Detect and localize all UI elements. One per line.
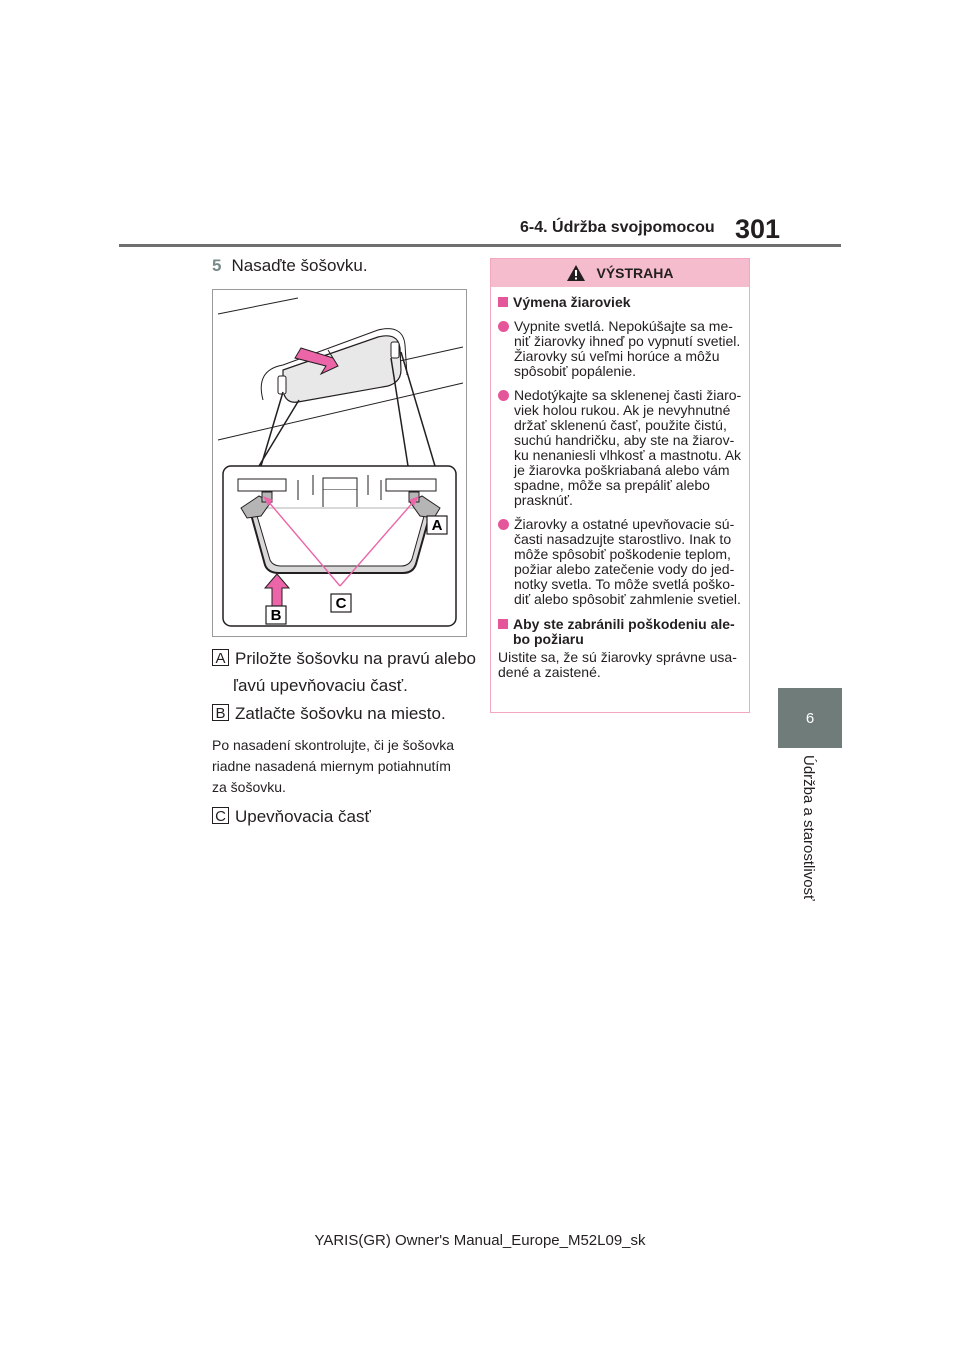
step-number: 5 [212,256,222,275]
legend-item-b [212,700,446,727]
legend-text: Zatlačte šošovku na miesto. [235,704,446,723]
warning-header [491,259,749,287]
legend-text: Upevňovacia časť [235,807,371,826]
round-bullet-icon [498,390,509,401]
chapter-title: Údržba a starostlivosť [800,755,817,901]
warning-triangle-icon [566,264,586,282]
lens-cover [278,336,401,402]
header-rule [119,244,841,247]
legend-tag-b: B [212,704,229,721]
callout-c [331,594,351,612]
svg-text:B: B [270,607,282,624]
warning-box [490,258,750,713]
chapter-tab[interactable] [778,688,842,748]
section-title: 6-4. Údržba svojpomocou [520,219,715,236]
legend-tag-a: A [212,649,229,666]
warning-body [491,287,749,680]
warning-bullet: Vypnite svetlá. Nepokúšajte sa me-niť žiarovky ihneď po vypnutí svetiel. Žiarovky sú veľmi horúce a môžu spôsobiť popálenie. [498,319,743,379]
legend-text-continued: ľavú upevňovaciu časť. [233,676,408,695]
chapter-number: 6 [805,709,815,727]
lens-housing [249,507,432,573]
round-bullet-icon [498,519,509,530]
legend-item-a [212,645,476,699]
warning-heading: Výmena žiaroviek [498,295,743,310]
warning-bullet: Nedotýkajte sa sklenenej časti žiaro-viek holou rukou. Ak je nevyhnutné držať sklenenú časť, použite čistú, suchú handričku, aby ste na žiarov-ku nenaniesli vlhkosť a mastnotu. Ak je žiarovka poškriabaná alebo vám spadne, môže sa prepáliť alebo prasknúť. [498,388,743,508]
square-bullet-icon [498,297,508,307]
lens-illustration [212,289,467,637]
warning-bullet: Žiarovky a ostatné upevňovacie sú-časti nasadzujte starostlivo. Inak to môže spôsobiť poškodenie teplom, požiar alebo zatečenie vody do jed-notky svetla. To môže svetlá poško-diť alebo spôsobiť zahmlenie svetiel. [498,517,743,607]
legend-text: Priložte šošovku na pravú alebo [235,649,476,668]
warning-title: VÝSTRAHA [596,265,674,281]
svg-text:C: C [335,595,347,612]
lens-diagram [213,290,466,636]
legend-tag-c: C [212,807,229,824]
footer: YARIS(GR) Owner's Manual_Europe_M52L09_sk [314,1232,646,1249]
note-text: Po nasadení skontrolujte, či je šošovka riadne nasadená miernym potiahnutím za šošovku. [212,737,455,795]
callout-a [427,516,447,534]
callout-b [266,606,286,624]
warning-text: Uistite sa, že sú žiarovky správne usa-dené a zaistené. [498,649,737,680]
page-number: 301 [735,214,781,244]
legend-item-c [212,803,371,830]
step-heading [212,256,368,276]
step-text: Nasaďte šošovku. [231,256,368,275]
square-bullet-icon [498,619,508,629]
warning-heading: Aby ste zabránili poškodeniu ale-bo požiaru [498,617,743,647]
svg-text:A: A [431,517,443,534]
round-bullet-icon [498,321,509,332]
